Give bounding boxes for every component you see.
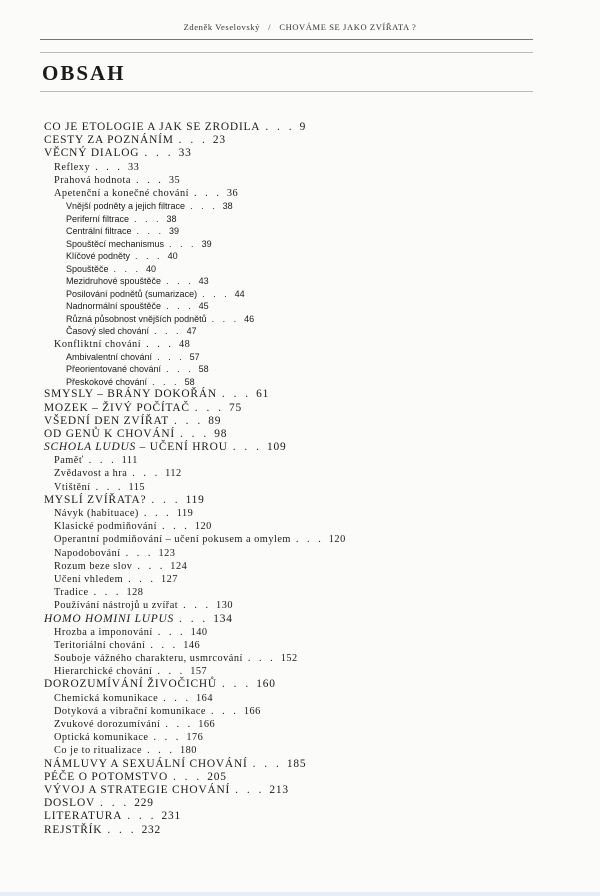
- toc-entry-title: OD GENŮ K CHOVÁNÍ: [44, 427, 175, 440]
- toc-entry: [44, 288, 564, 301]
- toc-page-number: 40: [146, 263, 157, 274]
- toc-leader: . . .: [136, 174, 164, 186]
- toc-page-number: 61: [256, 388, 270, 401]
- toc-page-number: 33: [178, 147, 192, 160]
- toc-leader: . . .: [163, 692, 192, 704]
- toc-entry: [44, 313, 564, 326]
- toc-entry: [44, 238, 564, 251]
- toc-entry: [44, 573, 564, 586]
- toc-page-number: 232: [141, 823, 162, 836]
- toc-leader: . . .: [128, 573, 156, 585]
- toc-page-number: 9: [299, 121, 307, 133]
- toc-page-number: 58: [184, 376, 195, 387]
- toc-entry-title: Napodobování: [54, 547, 121, 559]
- toc-page-number: 58: [198, 364, 209, 375]
- header-book-title: CHOVÁME SE JAKO ZVÍŘATA ?: [279, 22, 417, 32]
- toc-entry: [44, 784, 564, 797]
- toc-leader: . . .: [88, 455, 117, 467]
- toc-page-number: 75: [229, 401, 243, 414]
- toc-leader: . . .: [173, 414, 204, 427]
- table-of-contents: [44, 121, 564, 837]
- toc-leader: . . .: [150, 639, 179, 651]
- toc-entry-title: Apetenční a konečné chování: [54, 187, 190, 199]
- toc-entry-title: VÝVOJ A STRATEGIE CHOVÁNÍ: [44, 783, 231, 796]
- toc-page-number: 166: [198, 719, 216, 730]
- toc-entry: [44, 363, 564, 376]
- toc-page-number: 119: [176, 508, 194, 519]
- toc-entry-title: Ambivalentní chování: [66, 351, 153, 362]
- toc-leader: . . .: [166, 276, 194, 287]
- toc-entry: [44, 613, 564, 626]
- toc-entry-title: DOSLOV: [44, 797, 95, 810]
- toc-page-number: 130: [216, 600, 233, 612]
- toc-leader: . . .: [152, 376, 180, 387]
- toc-page-number: 111: [121, 455, 138, 467]
- toc-entry: [44, 692, 564, 705]
- toc-entry-title: Konfliktní chování: [54, 338, 142, 350]
- toc-page-number: 38: [222, 201, 233, 212]
- toc-entry-title: Hierarchické chování: [54, 666, 153, 678]
- toc-page-number: 112: [165, 468, 182, 480]
- toc-entry: [44, 174, 564, 187]
- toc-leader: . . .: [100, 797, 130, 810]
- toc-entry: [44, 758, 564, 771]
- toc-leader: . . .: [146, 338, 174, 350]
- toc-entry: [44, 467, 564, 480]
- toc-leader: . . .: [161, 521, 190, 533]
- toc-page-number: 39: [201, 238, 212, 249]
- toc-entry-title: Optická komunikace: [54, 732, 149, 744]
- toc-page-number: 134: [213, 612, 233, 625]
- header-separator: /: [268, 22, 272, 32]
- toc-leader: . . .: [295, 534, 324, 546]
- toc-entry: [44, 263, 564, 276]
- toc-leader: . . .: [166, 364, 194, 375]
- toc-entry: [44, 454, 564, 467]
- toc-entry-title: Teritoriální chování: [54, 639, 146, 651]
- toc-entry: [44, 507, 564, 520]
- toc-page-number: 146: [183, 639, 201, 651]
- toc-entry: [44, 771, 564, 784]
- toc-entry: [44, 402, 564, 415]
- toc-entry: [44, 250, 564, 263]
- toc-page-number: 231: [161, 810, 181, 823]
- toc-entry-title: – UČENÍ HROU: [136, 441, 228, 454]
- toc-entry-title: Přeskokové chování: [66, 376, 148, 387]
- toc-entry-title: Chemická komunikace: [54, 692, 159, 704]
- toc-leader: . . .: [172, 770, 203, 783]
- toc-entry-title: CESTY ZA POZNÁNÍM: [44, 134, 174, 147]
- toc-page-number: 205: [207, 770, 227, 783]
- toc-leader: . . .: [135, 251, 163, 262]
- toc-entry: [44, 388, 564, 401]
- toc-entry: [44, 415, 564, 428]
- toc-page-number: 46: [244, 313, 255, 324]
- toc-page-number: 160: [256, 678, 276, 691]
- toc-entry-title: Používání nástrojů u zvířat: [54, 600, 179, 612]
- toc-page-number: 152: [280, 653, 298, 665]
- toc-page-number: 45: [198, 301, 209, 312]
- toc-entry-title: Přeorientované chování: [66, 364, 162, 375]
- toc-page-number: 33: [127, 161, 140, 173]
- toc-entry: [44, 325, 564, 338]
- toc-page-number: 40: [167, 251, 178, 262]
- toc-entry: [44, 441, 564, 454]
- toc-entry: [44, 481, 564, 494]
- toc-entry: [44, 652, 564, 665]
- toc-page-number: 109: [266, 441, 287, 454]
- toc-entry: [44, 626, 564, 639]
- toc-entry: [44, 744, 564, 757]
- toc-entry: [44, 351, 564, 364]
- toc-entry-title: Časový sled chování: [66, 326, 150, 337]
- toc-entry-title: Zvědavost a hra: [54, 468, 128, 480]
- toc-page-number: 48: [178, 338, 191, 350]
- toc-entry: [44, 639, 564, 652]
- toc-page-number: 120: [194, 521, 212, 533]
- toc-leader: . . .: [265, 121, 295, 133]
- toc-leader: . . .: [93, 587, 122, 599]
- toc-entry-title: Vnější podněty a jejich filtrace: [66, 201, 186, 212]
- toc-entry-title: Klasické podmiňování: [54, 521, 157, 533]
- toc-entry-title: Hrozba a imponování: [54, 626, 153, 638]
- toc-entry: [44, 275, 564, 288]
- running-header: [0, 22, 600, 32]
- toc-entry-title: Operantní podmiňování – učení pokusem a omylem: [54, 534, 291, 546]
- toc-entry-title: SMYSLY – BRÁNY DOKOŘÁN: [44, 388, 217, 401]
- toc-leader: . . .: [113, 263, 142, 274]
- toc-page-number: 213: [269, 783, 289, 796]
- toc-leader: . . .: [134, 213, 162, 224]
- toc-entry: [44, 161, 564, 174]
- toc-entry-title: Posilování podnětů (sumarizace): [66, 288, 198, 299]
- toc-entry: [44, 147, 564, 160]
- toc-entry: [44, 810, 564, 823]
- toc-entry-title: Vtištění: [54, 481, 91, 493]
- toc-entry-title: REJSTŘÍK: [44, 823, 103, 836]
- toc-leader: . . .: [178, 134, 208, 147]
- toc-leader: . . .: [179, 427, 210, 440]
- header-author: Zdeněk Veselovský: [183, 22, 260, 32]
- toc-page-number: 140: [190, 626, 208, 638]
- toc-entry-title: Spouštěcí mechanismus: [66, 238, 165, 249]
- toc-leader: . . .: [132, 468, 161, 480]
- toc-entry: [44, 718, 564, 731]
- toc-entry-title: Učení vhledem: [54, 573, 124, 585]
- toc-entry: [44, 599, 564, 612]
- toc-entry: [44, 213, 564, 226]
- toc-entry-title: Návyk (habituace): [54, 508, 139, 519]
- toc-page-number: 57: [189, 351, 200, 362]
- toc-page-number: 180: [179, 745, 197, 757]
- toc-entry: [44, 200, 564, 213]
- toc-entry: [44, 187, 564, 200]
- toc-entry-title: DOROZUMÍVÁNÍ ŽIVOČICHŮ: [44, 678, 217, 691]
- toc-leader: . . .: [221, 678, 252, 691]
- toc-leader: . . .: [202, 288, 230, 299]
- toc-page-number: 123: [158, 547, 176, 559]
- page-title: OBSAH: [42, 61, 126, 85]
- toc-leader: . . .: [183, 600, 212, 612]
- toc-page-number: 119: [185, 493, 205, 506]
- toc-entry: [44, 494, 564, 507]
- toc-entry-title: Různá působnost vnějších podnětů: [66, 313, 207, 324]
- toc-entry: [44, 547, 564, 560]
- toc-leader: . . .: [247, 653, 276, 665]
- toc-page-number: 23: [212, 134, 226, 147]
- toc-leader: . . .: [157, 626, 186, 638]
- toc-leader: . . .: [211, 313, 240, 324]
- toc-entry-title: MOZEK – ŽIVÝ POČÍTAČ: [44, 401, 190, 414]
- toc-leader: . . .: [179, 612, 209, 625]
- toc-entry-title: PÉČE O POTOMSTVO: [44, 770, 168, 783]
- toc-page-number: 124: [170, 560, 188, 572]
- toc-entry-title: MYSLÍ ZVÍŘATA?: [44, 493, 147, 506]
- toc-entry-title: Tradice: [54, 587, 89, 599]
- toc-leader: . . .: [165, 719, 194, 730]
- toc-leader: . . .: [136, 226, 165, 237]
- toc-entry: [44, 586, 564, 599]
- toc-entry: [44, 678, 564, 691]
- toc-leader: . . .: [232, 441, 262, 454]
- toc-leader: . . .: [194, 401, 225, 414]
- toc-page-number: 120: [328, 534, 346, 546]
- toc-page-number: 229: [134, 797, 154, 810]
- toc-entry-title: Paměť: [54, 455, 84, 467]
- toc-entry: [44, 665, 564, 678]
- toc-entry-title: Centrální filtrace: [66, 226, 132, 237]
- header-rule: [40, 39, 533, 40]
- toc-entry: [44, 824, 564, 837]
- toc-page-number: 98: [214, 427, 228, 440]
- toc-page-number: 38: [166, 213, 177, 224]
- toc-leader: . . .: [147, 745, 175, 757]
- toc-leader: . . .: [127, 810, 157, 823]
- toc-leader: . . .: [95, 161, 123, 173]
- toc-page-number: 39: [169, 226, 180, 237]
- toc-page-number: 128: [126, 587, 144, 599]
- toc-entry: [44, 376, 564, 389]
- toc-leader: . . .: [137, 560, 166, 572]
- toc-entry-title: LITERATURA: [44, 810, 123, 823]
- toc-leader: . . .: [210, 705, 239, 717]
- toc-entry: [44, 428, 564, 441]
- title-rule: [40, 91, 533, 92]
- toc-entry: [44, 797, 564, 810]
- toc-entry-title: Zvukové dorozumívání: [54, 719, 161, 730]
- toc-leader: . . .: [235, 783, 265, 796]
- toc-entry-title: Mezidruhové spouštěče: [66, 276, 162, 287]
- toc-leader: . . .: [190, 201, 218, 212]
- toc-leader: . . .: [143, 508, 172, 519]
- toc-entry-title: Prahová hodnota: [54, 174, 131, 186]
- toc-entry: [44, 134, 564, 147]
- toc-entry-title: NÁMLUVY A SEXUÁLNÍ CHOVÁNÍ: [44, 757, 248, 770]
- toc-page-number: 166: [243, 705, 261, 717]
- toc-leader: . . .: [221, 388, 252, 401]
- toc-entry: [44, 338, 564, 351]
- toc-entry: [44, 300, 564, 313]
- toc-leader: . . .: [166, 301, 194, 312]
- divider-rule: [40, 52, 533, 53]
- toc-entry-title: Rozum beze slov: [54, 560, 133, 572]
- toc-entry-title: Klíčové podněty: [66, 251, 131, 262]
- toc-leader: . . .: [157, 666, 186, 678]
- toc-entry-title-italic: SCHOLA LUDUS: [44, 441, 136, 454]
- toc-leader: . . .: [169, 238, 197, 249]
- toc-entry-title: Spouštěče: [66, 263, 109, 274]
- toc-entry-title: Nadnormální spouštěče: [66, 301, 162, 312]
- toc-leader: . . .: [194, 187, 222, 199]
- toc-entry-title: Co je to ritualizace: [54, 745, 143, 757]
- toc-leader: . . .: [151, 493, 181, 506]
- toc-page-number: 127: [161, 573, 178, 585]
- page-edge: [0, 892, 600, 896]
- toc-entry-title: CO JE ETOLOGIE A JAK SE ZRODILA: [44, 121, 261, 133]
- toc-leader: . . .: [107, 823, 137, 836]
- toc-page-number: 36: [226, 187, 239, 199]
- toc-entry-title: VŠEDNÍ DEN ZVÍŘAT: [44, 414, 169, 427]
- toc-entry: [44, 560, 564, 573]
- toc-leader: . . .: [95, 481, 124, 493]
- toc-entry: [44, 705, 564, 718]
- toc-entry-title: Periferní filtrace: [66, 213, 130, 224]
- toc-page-number: 157: [190, 666, 208, 678]
- toc-page-number: 115: [128, 481, 146, 493]
- toc-entry-title: Reflexy: [54, 161, 91, 173]
- toc-page-number: 185: [286, 757, 307, 770]
- toc-entry-title: Souboje vážného charakteru, usmrcování: [54, 653, 243, 665]
- toc-page-number: 47: [186, 326, 197, 337]
- toc-entry: [44, 225, 564, 238]
- toc-entry: [44, 533, 564, 546]
- toc-entry-title: Dotyková a vibrační komunikace: [54, 705, 206, 717]
- toc-page-number: 89: [208, 414, 222, 427]
- toc-page-number: 164: [196, 692, 213, 704]
- toc-leader: . . .: [144, 147, 174, 160]
- toc-page-number: 176: [186, 732, 204, 744]
- toc-leader: . . .: [125, 547, 154, 559]
- toc-leader: . . .: [252, 757, 282, 770]
- toc-entry: [44, 121, 564, 134]
- toc-leader: . . .: [157, 351, 185, 362]
- toc-entry: [44, 520, 564, 533]
- toc-entry-title-italic: HOMO HOMINI LUPUS: [44, 612, 175, 625]
- toc-page-number: 35: [168, 174, 181, 186]
- toc-leader: . . .: [154, 326, 182, 337]
- toc-entry: [44, 731, 564, 744]
- toc-leader: . . .: [153, 732, 182, 744]
- toc-page-number: 43: [198, 276, 209, 287]
- toc-entry-title: VĚCNÝ DIALOG: [44, 147, 140, 160]
- toc-page-number: 44: [234, 288, 245, 299]
